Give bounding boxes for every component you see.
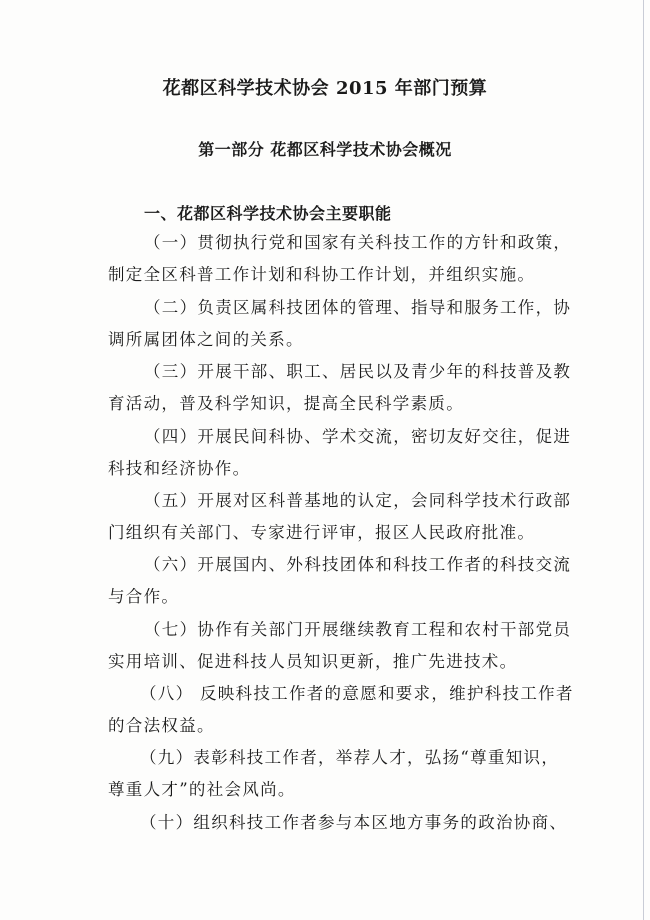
paragraph-line: 实用培训、促进科技人员知识更新，推广先进技术。 bbox=[108, 652, 518, 671]
paragraph-line: （一）贯彻执行党和国家有关科技工作的方针和政策， bbox=[144, 233, 572, 252]
paragraph-line: （九）表彰科技工作者，举荐人才，弘扬“尊重知识， bbox=[140, 748, 560, 767]
document-title: 花都区科学技术协会 2015 年部门预算 bbox=[162, 78, 488, 99]
paragraph-line: （十）组织科技工作者参与本区地方事务的政治协商、 bbox=[140, 813, 568, 832]
paragraph-line: 尊重人才”的社会风尚。 bbox=[108, 780, 296, 799]
paragraph-line: （六）开展国内、外科技团体和科技工作者的科技交流 bbox=[144, 555, 572, 574]
paragraph-line: 调所属团体之间的关系。 bbox=[108, 330, 304, 349]
section-heading: 一、花都区科学技术协会主要职能 bbox=[144, 204, 392, 223]
paragraph-line: （八） 反映科技工作者的意愿和要求，维护科技工作者 bbox=[140, 684, 574, 703]
paragraph-line: （四）开展民间科协、学术交流，密切友好交往，促进 bbox=[144, 427, 572, 446]
paragraph-line: （三）开展干部、职工、居民以及青少年的科技普及教 bbox=[144, 362, 572, 381]
part-subtitle: 第一部分 花都区科学技术协会概况 bbox=[198, 140, 452, 159]
paragraph-line: 门组织有关部门、专家进行评审，报区人民政府批准。 bbox=[108, 523, 536, 542]
paragraph-line: 科技和经济协作。 bbox=[108, 459, 251, 478]
paragraph-line: （七）协作有关部门开展继续教育工程和农村干部党员 bbox=[144, 620, 572, 639]
paragraph-line: 制定全区科普工作计划和科协工作计划，并组织实施。 bbox=[108, 265, 536, 284]
paragraph-line: （五）开展对区科普基地的认定，会同科学技术行政部 bbox=[144, 491, 572, 510]
paragraph-line: 育活动，普及科学知识，提高全民科学素质。 bbox=[108, 394, 464, 413]
paragraph-line: 的合法权益。 bbox=[108, 716, 215, 735]
paragraph-line: 与合作。 bbox=[108, 587, 180, 606]
paragraph-line: （二）负责区属科技团体的管理、指导和服务工作，协 bbox=[144, 298, 572, 317]
